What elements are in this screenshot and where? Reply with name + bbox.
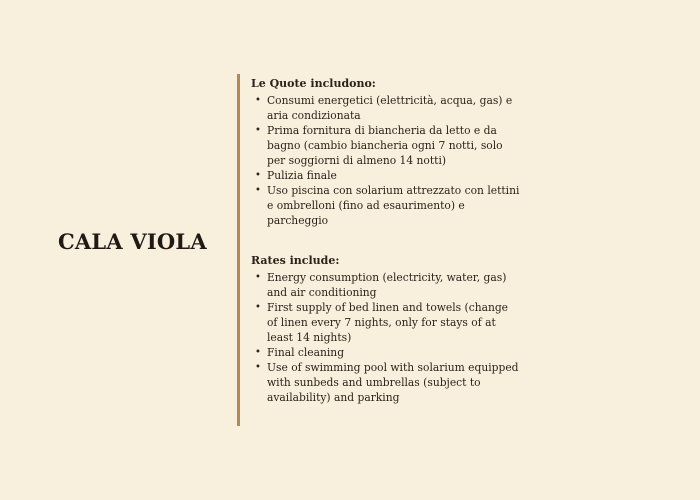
- english-item-text: Use of swimming pool with solarium equipped with sunbeds and umbrellas (subject to availability) and parking: [267, 361, 519, 404]
- bullet-icon: •: [255, 347, 261, 358]
- property-title: CALA VIOLA: [58, 229, 207, 254]
- english-included-list: [251, 270, 521, 405]
- english-rates-section: [251, 253, 521, 405]
- bullet-icon: •: [255, 362, 261, 373]
- italian-item-text: Prima fornitura di biancheria da letto e da bagno (cambio biancheria ogni 7 notti, solo per soggiorni di almeno 14 notti): [267, 124, 503, 167]
- bullet-icon: •: [255, 95, 261, 106]
- italian-list-item: [251, 168, 521, 183]
- english-item-text: Final cleaning: [267, 346, 345, 359]
- bullet-icon: •: [255, 272, 261, 283]
- italian-rates-section: [251, 76, 521, 228]
- english-list-item: [251, 360, 521, 405]
- italian-item-text: Consumi energetici (elettricità, acqua, gas) e aria condizionata: [267, 94, 513, 122]
- italian-list-item: [251, 93, 521, 123]
- english-list-item: [251, 345, 521, 360]
- english-list-item: [251, 270, 521, 300]
- bullet-icon: •: [255, 125, 261, 136]
- english-item-text: First supply of bed linen and towels (change of linen every 7 nights, only for stays of at least 14 nights): [267, 301, 508, 344]
- italian-list-item: [251, 123, 521, 168]
- italian-item-text: Uso piscina con solarium attrezzato con lettini e ombrelloni (fino ad esaurimento) e parcheggio: [267, 184, 520, 227]
- english-list-item: [251, 300, 521, 345]
- italian-list-item: [251, 183, 521, 228]
- italian-included-list: [251, 93, 521, 228]
- english-item-text: Energy consumption (electricity, water, gas) and air conditioning: [267, 271, 507, 299]
- bullet-icon: •: [255, 170, 261, 181]
- bullet-icon: •: [255, 302, 261, 313]
- italian-heading: Le Quote includono:: [251, 77, 376, 90]
- english-heading: Rates include:: [251, 254, 340, 267]
- vertical-divider: [237, 74, 240, 426]
- bullet-icon: •: [255, 185, 261, 196]
- italian-item-text: Pulizia finale: [267, 169, 337, 182]
